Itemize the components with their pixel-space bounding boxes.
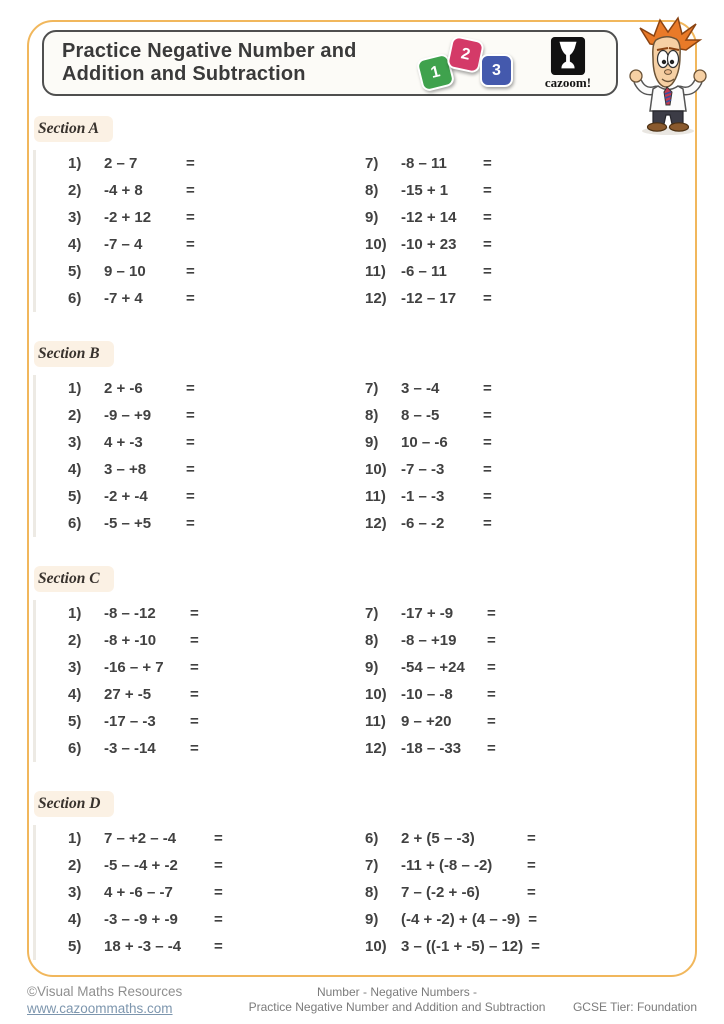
equals-sign: = <box>528 911 537 928</box>
equals-sign: = <box>487 713 496 730</box>
problem-number: 1) <box>68 380 82 397</box>
tier-text: GCSE Tier: Foundation <box>572 1000 697 1014</box>
problem-row <box>365 600 688 627</box>
problem-row <box>68 150 365 177</box>
problem-row <box>68 231 365 258</box>
equals-sign: = <box>483 236 492 253</box>
equals-sign: = <box>487 740 496 757</box>
copyright-text: ©Visual Maths Resources <box>27 984 183 999</box>
problem-expression: -15 + 1 <box>401 182 449 199</box>
problem-row <box>68 879 365 906</box>
problem-expression: -3 – -14 <box>104 740 156 757</box>
problem-expression: 7 – (-2 + -6) <box>401 884 480 901</box>
problem-row <box>68 285 365 312</box>
equals-sign: = <box>483 515 492 532</box>
problem-expression: 9 – 10 <box>104 263 146 280</box>
equals-sign: = <box>483 407 492 424</box>
problem-number: 8) <box>365 182 379 199</box>
website-link[interactable]: www.cazoommaths.com <box>27 1001 173 1016</box>
problem-row <box>68 483 365 510</box>
equals-sign: = <box>527 830 536 847</box>
problem-row <box>68 375 365 402</box>
problem-expression: 3 – ((-1 + -5) – 12) <box>401 938 524 955</box>
problem-expression: -7 – -3 <box>401 461 445 478</box>
problem-expression: 2 + -6 <box>104 380 143 397</box>
equals-sign: = <box>190 659 199 676</box>
section-heading: Section A <box>34 116 113 142</box>
equals-sign: = <box>190 605 199 622</box>
problem-row <box>365 708 688 735</box>
equals-sign: = <box>214 884 223 901</box>
equals-sign: = <box>483 434 492 451</box>
equals-sign: = <box>483 209 492 226</box>
section <box>40 791 688 960</box>
problem-row <box>68 627 365 654</box>
problem-row <box>68 852 365 879</box>
problem-number: 10) <box>365 686 387 703</box>
sections-container <box>40 116 688 989</box>
problem-row <box>365 375 688 402</box>
problems-grid <box>33 600 688 762</box>
page-title <box>44 40 357 86</box>
problem-number: 6) <box>365 830 379 847</box>
problem-number: 7) <box>365 605 379 622</box>
problem-number: 11) <box>365 488 386 505</box>
problem-number: 11) <box>365 263 386 280</box>
worksheet-title-line: Practice Negative Number and Addition and Subtraction <box>248 1000 546 1014</box>
problem-number: 1) <box>68 605 82 622</box>
problem-expression: -8 – -12 <box>104 605 156 622</box>
equals-sign: = <box>186 209 195 226</box>
footer-left <box>27 983 242 1017</box>
problem-number: 4) <box>68 236 82 253</box>
problem-expression: -4 + 8 <box>104 182 143 199</box>
problem-expression: -10 + 23 <box>401 236 457 253</box>
problem-number: 1) <box>68 830 82 847</box>
problem-row <box>68 735 365 762</box>
problem-expression: -8 + -10 <box>104 632 157 649</box>
section-heading: Section C <box>34 566 114 592</box>
equals-sign: = <box>214 938 223 955</box>
problem-row <box>365 150 688 177</box>
problems-grid <box>33 375 688 537</box>
problem-row <box>68 654 365 681</box>
problem-expression: -6 – -2 <box>401 515 445 532</box>
problem-number: 3) <box>68 209 82 226</box>
equals-sign: = <box>527 857 536 874</box>
cazoom-drum-icon <box>550 36 586 76</box>
equals-sign: = <box>483 182 492 199</box>
problem-number: 5) <box>68 938 82 955</box>
problem-expression: -12 + 14 <box>401 209 457 226</box>
problem-row <box>68 933 365 960</box>
problem-column-left <box>68 600 365 762</box>
equals-sign: = <box>186 236 195 253</box>
problem-number: 10) <box>365 938 387 955</box>
problem-expression: 3 – +8 <box>104 461 147 478</box>
problem-number: 2) <box>68 632 82 649</box>
equals-sign: = <box>483 380 492 397</box>
problem-row <box>68 204 365 231</box>
problem-expression: -5 – +5 <box>104 515 152 532</box>
problem-number: 10) <box>365 461 387 478</box>
problem-number: 4) <box>68 911 82 928</box>
problem-expression: 8 – -5 <box>401 407 440 424</box>
equals-sign: = <box>483 290 492 307</box>
footer-center <box>242 983 552 1017</box>
problem-row <box>68 456 365 483</box>
problem-number: 8) <box>365 884 379 901</box>
problem-expression: -17 – -3 <box>104 713 156 730</box>
problem-number: 5) <box>68 263 82 280</box>
problem-number: 6) <box>68 740 82 757</box>
problem-column-right <box>365 600 688 762</box>
equals-sign: = <box>190 632 199 649</box>
problem-row <box>365 204 688 231</box>
problem-column-left <box>68 375 365 537</box>
equals-sign: = <box>487 605 496 622</box>
digit-tile-2-icon: 2 <box>446 35 485 74</box>
problem-row <box>365 456 688 483</box>
equals-sign: = <box>483 263 492 280</box>
problem-expression: -7 + 4 <box>104 290 143 307</box>
problem-number: 7) <box>365 155 379 172</box>
equals-sign: = <box>214 830 223 847</box>
problem-column-left <box>68 150 365 312</box>
equals-sign: = <box>186 380 195 397</box>
problem-number: 12) <box>365 740 387 757</box>
problem-expression: 2 – 7 <box>104 155 138 172</box>
problem-row <box>68 600 365 627</box>
equals-sign: = <box>527 884 536 901</box>
problem-number: 1) <box>68 155 82 172</box>
problem-row <box>365 510 688 537</box>
problem-row <box>365 681 688 708</box>
equals-sign: = <box>483 155 492 172</box>
problem-number: 2) <box>68 857 82 874</box>
problem-column-left <box>68 825 365 960</box>
equals-sign: = <box>190 740 199 757</box>
problem-number: 3) <box>68 659 82 676</box>
section <box>40 341 688 537</box>
problem-row <box>365 285 688 312</box>
problem-expression: -8 – +19 <box>401 632 457 649</box>
problem-expression: 4 + -3 <box>104 434 143 451</box>
problem-expression: -2 + 12 <box>104 209 152 226</box>
problem-number: 2) <box>68 182 82 199</box>
equals-sign: = <box>186 155 195 172</box>
problem-number: 6) <box>68 290 82 307</box>
problem-row <box>68 906 365 933</box>
equals-sign: = <box>483 488 492 505</box>
problem-expression: 7 – +2 – -4 <box>104 830 177 847</box>
problem-expression: -18 – -33 <box>401 740 462 757</box>
problem-expression: -7 – 4 <box>104 236 143 253</box>
equals-sign: = <box>186 407 195 424</box>
equals-sign: = <box>214 857 223 874</box>
problem-number: 8) <box>365 407 379 424</box>
problem-expression: -3 – -9 + -9 <box>104 911 178 928</box>
problem-row <box>365 483 688 510</box>
problem-row <box>365 852 688 879</box>
problem-row <box>365 429 688 456</box>
problem-row <box>365 231 688 258</box>
brand-text: cazoom! <box>544 74 592 90</box>
problem-row <box>68 681 365 708</box>
problem-number: 6) <box>68 515 82 532</box>
problem-number: 9) <box>365 911 379 928</box>
problem-expression: -5 – -4 + -2 <box>104 857 178 874</box>
worksheet-category-line: Number - Negative Numbers - <box>316 985 478 999</box>
problem-row <box>365 735 688 762</box>
problems-grid <box>33 825 688 960</box>
problem-row <box>365 825 688 852</box>
cazoom-logo <box>530 36 606 91</box>
problem-number: 9) <box>365 209 379 226</box>
problem-number: 2) <box>68 407 82 424</box>
problem-expression: 3 – -4 <box>401 380 440 397</box>
problem-expression: 27 + -5 <box>104 686 152 703</box>
problem-number: 12) <box>365 290 387 307</box>
problem-row <box>365 654 688 681</box>
problem-expression: -54 – +24 <box>401 659 465 676</box>
problem-number: 7) <box>365 857 379 874</box>
section-heading: Section D <box>34 791 114 817</box>
problem-row <box>365 402 688 429</box>
problem-number: 8) <box>365 632 379 649</box>
equals-sign: = <box>186 263 195 280</box>
title-line-2: Addition and Subtraction <box>62 63 306 85</box>
equals-sign: = <box>186 461 195 478</box>
problem-row <box>365 177 688 204</box>
equals-sign: = <box>186 182 195 199</box>
problem-expression: -9 – +9 <box>104 407 152 424</box>
problem-row <box>68 177 365 204</box>
problem-number: 11) <box>365 713 386 730</box>
problem-number: 9) <box>365 659 379 676</box>
title-line-1: Practice Negative Number and <box>62 40 357 62</box>
problem-row <box>68 708 365 735</box>
problem-number: 7) <box>365 380 379 397</box>
problem-expression: 9 – +20 <box>401 713 452 730</box>
problem-row <box>68 825 365 852</box>
problem-expression: -16 – + 7 <box>104 659 164 676</box>
problem-expression: 18 + -3 – -4 <box>104 938 182 955</box>
problem-expression: 4 + -6 – -7 <box>104 884 173 901</box>
problem-number: 5) <box>68 488 82 505</box>
problem-row <box>68 402 365 429</box>
section-heading: Section B <box>34 341 114 367</box>
equals-sign: = <box>190 713 199 730</box>
equals-sign: = <box>214 911 223 928</box>
equals-sign: = <box>186 434 195 451</box>
problem-expression: -8 – 11 <box>401 155 447 172</box>
problem-column-right <box>365 825 688 960</box>
problem-number: 9) <box>365 434 379 451</box>
digit-tile-1-icon: 1 <box>415 52 455 92</box>
problem-expression: -12 – 17 <box>401 290 457 307</box>
problem-row <box>365 906 688 933</box>
problem-expression: -10 – -8 <box>401 686 453 703</box>
header-box <box>42 30 618 96</box>
equals-sign: = <box>186 488 195 505</box>
problem-expression: -17 + -9 <box>401 605 454 622</box>
equals-sign: = <box>531 938 540 955</box>
equals-sign: = <box>186 515 195 532</box>
problem-number: 10) <box>365 236 387 253</box>
equals-sign: = <box>190 686 199 703</box>
problem-row <box>68 258 365 285</box>
problem-row <box>365 879 688 906</box>
problem-expression: -11 + (-8 – -2) <box>401 857 493 874</box>
problem-row <box>365 933 688 960</box>
problem-expression: -1 – -3 <box>401 488 445 505</box>
problem-number: 12) <box>365 515 387 532</box>
problems-grid <box>33 150 688 312</box>
problem-expression: -6 – 11 <box>401 263 447 280</box>
problem-row <box>365 258 688 285</box>
equals-sign: = <box>487 686 496 703</box>
section <box>40 116 688 312</box>
problem-expression: 2 + (5 – -3) <box>401 830 475 847</box>
problem-number: 5) <box>68 713 82 730</box>
problem-row <box>68 429 365 456</box>
problem-row <box>365 627 688 654</box>
footer <box>27 983 697 1017</box>
equals-sign: = <box>487 632 496 649</box>
problem-number: 3) <box>68 434 82 451</box>
equals-sign: = <box>487 659 496 676</box>
problem-number: 3) <box>68 884 82 901</box>
equals-sign: = <box>186 290 195 307</box>
problem-expression: -2 + -4 <box>104 488 148 505</box>
problem-column-right <box>365 375 688 537</box>
problem-expression: 10 – -6 <box>401 434 448 451</box>
problem-expression: (-4 + -2) + (4 – -9) <box>401 911 521 928</box>
problem-number: 4) <box>68 461 82 478</box>
problem-number: 4) <box>68 686 82 703</box>
section <box>40 566 688 762</box>
numbers-123-logo <box>418 34 524 92</box>
digit-tile-3-icon: 3 <box>480 54 513 87</box>
problem-column-right <box>365 150 688 312</box>
problem-row <box>68 510 365 537</box>
equals-sign: = <box>483 461 492 478</box>
